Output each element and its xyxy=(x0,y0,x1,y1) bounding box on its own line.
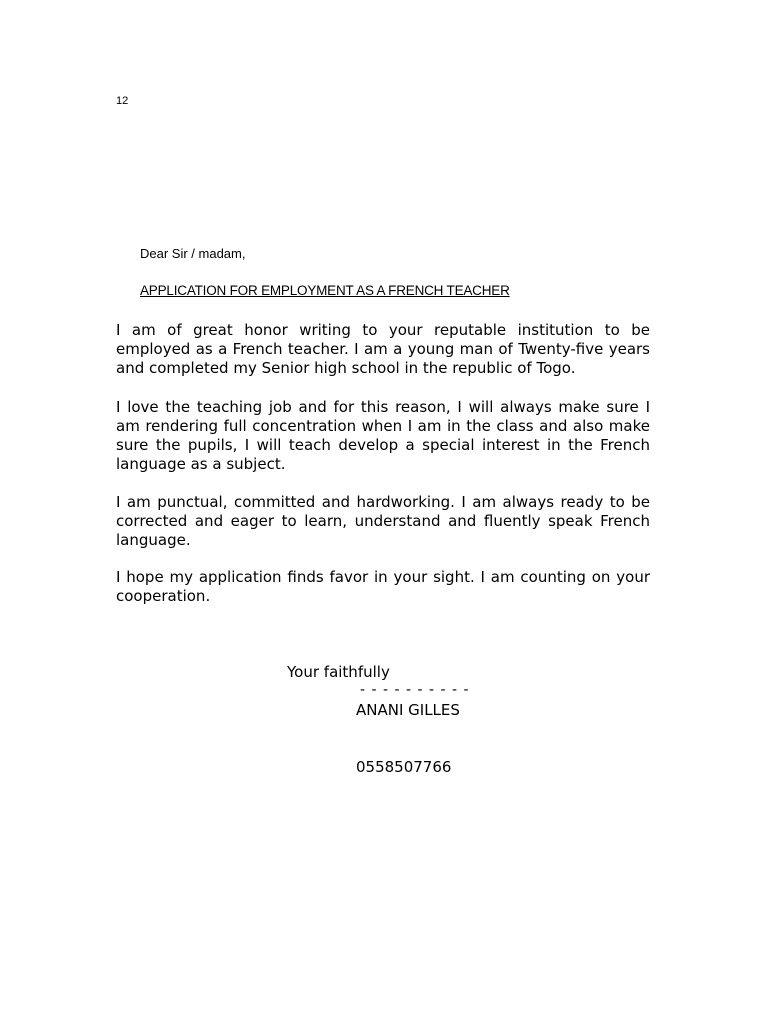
closing: Your faithfully xyxy=(287,663,390,681)
body-paragraph-4: I hope my application finds favor in your sight. I am counting on your cooperation. xyxy=(116,568,650,605)
subject-heading: APPLICATION FOR EMPLOYMENT AS A FRENCH TEACHER xyxy=(140,283,510,298)
page-number: 12 xyxy=(116,95,129,107)
body-paragraph-3: I am punctual, committed and hardworking. I am always ready to be corrected and eager to learn, understand and fluently speak French language. xyxy=(116,493,650,549)
signature-line: - - - - - - - - - - xyxy=(360,682,470,698)
salutation: Dear Sir / madam, xyxy=(140,246,246,261)
body-paragraph-1: I am of great honor writing to your reputable institution to be employed as a French teacher. I am a young man of Twenty-five years and completed my Senior high school in the republic of Togo. xyxy=(116,321,650,377)
phone-number: 0558507766 xyxy=(356,758,452,776)
signer-name: ANANI GILLES xyxy=(356,701,460,719)
body-paragraph-2: I love the teaching job and for this reason, I will always make sure I am rendering full concentration when I am in the class and also make sure the pupils, I will teach develop a special interest in the French language as a subject. xyxy=(116,398,650,473)
